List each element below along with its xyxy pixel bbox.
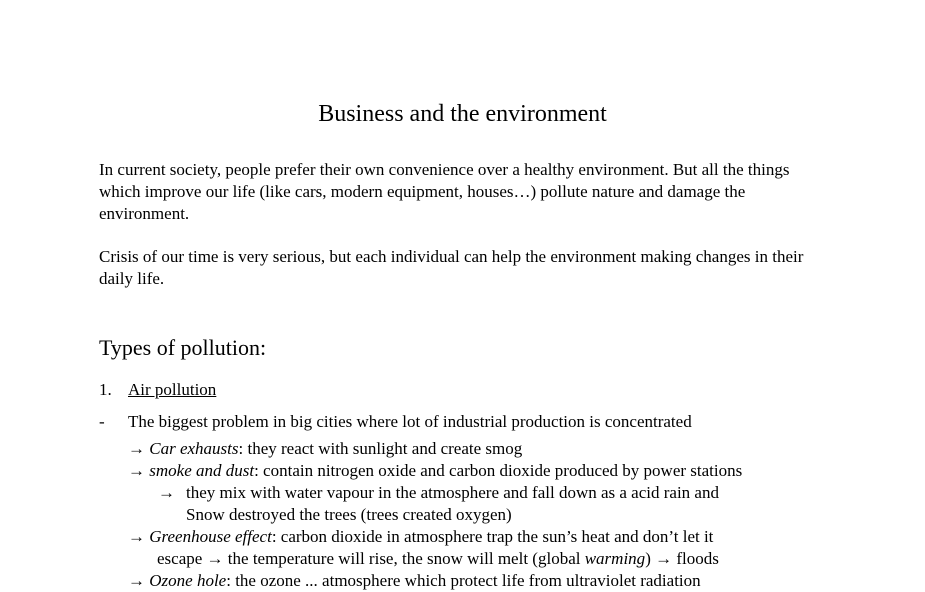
arrow-icon: →: [128, 527, 145, 546]
crisis-paragraph: Crisis of our time is very serious, but each individual can help the environment making changes in their daily life.: [99, 247, 804, 288]
greenhouse-line-2: [157, 548, 719, 570]
car-exhausts-term: Car exhausts: [149, 439, 239, 458]
intro-paragraph: In current society, people prefer their own convenience over a healthy environment. But all the things which improve our life (like cars, modern equipment, houses…) pollute nature and damage the environment.: [99, 160, 790, 223]
bullet-dash: -: [99, 412, 105, 431]
document-title: Business and the environment: [318, 101, 607, 127]
car-exhausts-text: : they react with sunlight and create smog: [238, 439, 523, 458]
ozone-text: : the ozone ... atmosphere which protect life from ultraviolet radiation: [226, 571, 701, 590]
section-heading: Types of pollution:: [99, 335, 267, 360]
arrow-icon: →: [128, 571, 145, 590]
smoke-dust-line: [128, 460, 742, 482]
arrow-icon: →: [158, 483, 175, 502]
arrow-icon: →: [128, 439, 145, 458]
smoke-dust-term: smoke and dust: [149, 461, 255, 480]
greenhouse-line: [128, 526, 713, 548]
list-number: 1.: [99, 380, 112, 399]
car-exhausts-line: [128, 438, 522, 460]
greenhouse-line2-c: ) → floods: [645, 549, 719, 568]
smoke-dust-text: : contain nitrogen oxide and carbon dioxide produced by power stations: [254, 461, 743, 480]
list-item-air-pollution: Air pollution: [128, 380, 217, 399]
acid-rain-line-1: they mix with water vapour in the atmosphere and fall down as a acid rain and: [186, 483, 719, 502]
ozone-line: [128, 570, 701, 592]
greenhouse-term: Greenhouse effect: [149, 527, 272, 546]
ozone-term: Ozone hole: [149, 571, 227, 590]
arrow-icon: →: [128, 461, 145, 480]
acid-rain-line-2: Snow destroyed the trees (trees created oxygen): [186, 505, 512, 524]
bullet-text: The biggest problem in big cities where lot of industrial production is concentrated: [128, 412, 692, 431]
greenhouse-line2-a: escape → the temperature will rise, the snow will melt (global: [157, 549, 585, 568]
warming-term: warming: [584, 549, 646, 568]
greenhouse-text: : carbon dioxide in atmosphere trap the sun’s heat and don’t let it: [271, 527, 714, 546]
